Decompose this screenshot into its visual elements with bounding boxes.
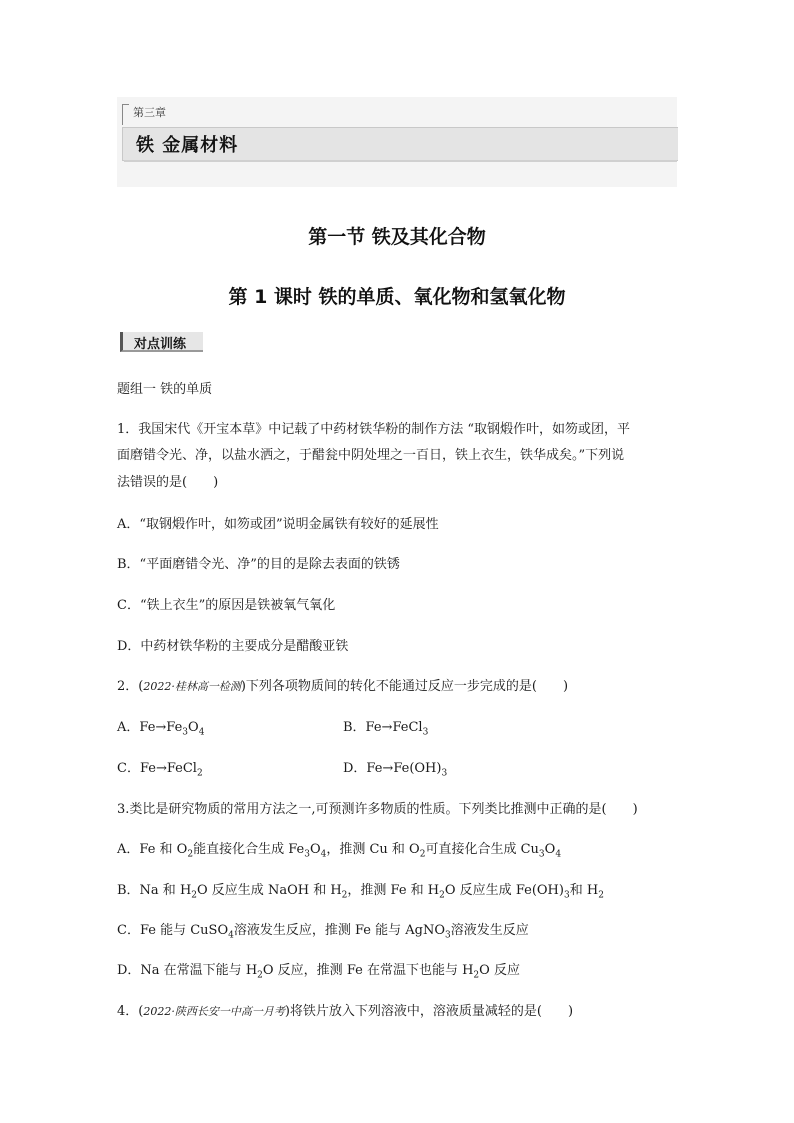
q3-a-s6: 4 — [555, 849, 562, 860]
q3-a-t1: A．Fe 和 O — [117, 842, 188, 857]
q2-d-text: D．Fe→Fe(OH) — [343, 761, 442, 776]
q3-option-a — [117, 841, 561, 859]
chapter-title: 铁 金属材料 — [136, 135, 239, 156]
q3-a-t5: 可直接化合生成 Cu — [425, 842, 539, 857]
q3-b-s2: 2 — [341, 890, 348, 901]
q2-source: 2022·桂林高一检测 — [143, 680, 241, 693]
q3-b-t1: B．Na 和 H — [117, 883, 192, 898]
q3-d-t1: D．Na 在常温下能与 H — [117, 963, 258, 978]
q3-a-s4: 2 — [419, 849, 426, 860]
lesson-title: 第 1 课时 铁的单质、氧化物和氢氧化物 — [228, 286, 566, 308]
q3-b-t4: O 反应生成 Fe(OH) — [444, 883, 564, 898]
q2-a-mid: O — [188, 720, 199, 735]
q2-option-d — [343, 760, 447, 778]
q3-a-t3: O — [309, 842, 321, 857]
q2-a-sub2: 4 — [198, 727, 205, 738]
q3-b-s4: 3 — [563, 890, 570, 901]
q3-d-t3: O 反应 — [479, 963, 520, 978]
q3-stem: 3.类比是研究物质的常用方法之一,可预测许多物质的性质。下列类比推测中正确的是( ) — [117, 802, 638, 817]
q2-a-text: A．Fe→Fe — [117, 720, 183, 735]
q1-stem-line1: 1．我国宋代《开宝本草》中记载了中药材铁华粉的制作方法 “取钢煅作叶，如笏或团，平 — [117, 422, 631, 437]
q1-option-d: D．中药材铁华粉的主要成分是醋酸亚铁 — [117, 639, 349, 654]
q1-stem-line3: 法错误的是( ) — [117, 475, 219, 490]
q2-stem-text: )下列各项物质间的转化不能通过反应一步完成的是( ) — [240, 679, 569, 694]
q2-option-b — [343, 719, 428, 737]
q3-c-t3: 溶液发生反应 — [450, 923, 529, 938]
chapter-title-bar-shadow — [124, 160, 677, 162]
q3-c-t1: C．Fe 能与 CuSO — [117, 923, 229, 938]
q3-b-s1: 2 — [191, 890, 198, 901]
q3-option-b — [117, 882, 604, 900]
q3-a-s5: 3 — [538, 849, 545, 860]
q4-number: 4．( — [117, 1004, 144, 1019]
q2-b-sub: 3 — [422, 727, 429, 738]
q2-a-sub1: 3 — [182, 727, 189, 738]
q3-d-s2: 2 — [473, 970, 480, 981]
q2-c-text: C．Fe→FeCl — [117, 761, 197, 776]
q3-b-t5: 和 H — [569, 883, 599, 898]
q4-stem — [117, 1003, 573, 1021]
q1-option-c: C．“铁上衣生”的原因是铁被氧气氧化 — [117, 598, 336, 613]
q3-d-s1: 2 — [257, 970, 263, 981]
section-title: 第一节 铁及其化合物 — [308, 226, 486, 248]
q4-source: 2022·陕西长安一中高一月考 — [143, 1005, 285, 1018]
q2-stem — [117, 678, 568, 696]
q3-a-t6: O — [544, 842, 556, 857]
q4-stem-text: )将铁片放入下列溶液中，溶液质量减轻的是( ) — [284, 1004, 574, 1019]
q3-c-t2: 溶液发生反应，推测 Fe 能与 AgNO — [233, 923, 445, 938]
q1-option-a: A．“取钢煅作叶，如笏或团”说明金属铁有较好的延展性 — [117, 517, 439, 532]
q3-a-s2: 3 — [304, 849, 310, 860]
q3-b-s3: 2 — [439, 890, 445, 901]
group-title: 题组一 铁的单质 — [117, 382, 213, 397]
q3-b-s5: 2 — [598, 890, 604, 901]
q2-b-text: B．Fe→FeCl — [343, 720, 423, 735]
q2-number: 2．( — [117, 679, 144, 694]
q3-a-t2: 能直接化合生成 Fe — [193, 842, 305, 857]
q2-d-sub: 3 — [441, 768, 448, 779]
q2-c-sub: 2 — [196, 768, 203, 779]
q3-d-t2: O 反应，推测 Fe 在常温下也能与 H — [262, 963, 474, 978]
chapter-label: 第三章 — [133, 106, 166, 119]
q2-option-c — [117, 760, 203, 778]
q1-stem-line2: 面磨错令光、净，以盐水洒之，于醋瓮中阴处埋之一百日，铁上衣生，铁华成矣。”下列说 — [117, 448, 625, 463]
q3-option-d — [117, 962, 520, 980]
q3-a-t4: ，推测 Cu 和 O — [326, 842, 420, 857]
q3-b-t3: ，推测 Fe 和 H — [347, 883, 440, 898]
q1-option-b: B．“平面磨错令光、净”的目的是除去表面的铁锈 — [117, 557, 400, 572]
q3-a-s3: 4 — [320, 849, 327, 860]
chapter-tick-mark — [122, 104, 129, 125]
q3-b-t2: O 反应生成 NaOH 和 H — [197, 883, 342, 898]
q3-option-c — [117, 922, 529, 940]
practice-tag-label: 对点训练 — [134, 337, 187, 352]
q3-c-s2: 3 — [445, 930, 451, 941]
q2-option-a — [117, 719, 204, 737]
q3-c-s1: 4 — [228, 930, 234, 941]
q3-a-s1: 2 — [187, 849, 194, 860]
